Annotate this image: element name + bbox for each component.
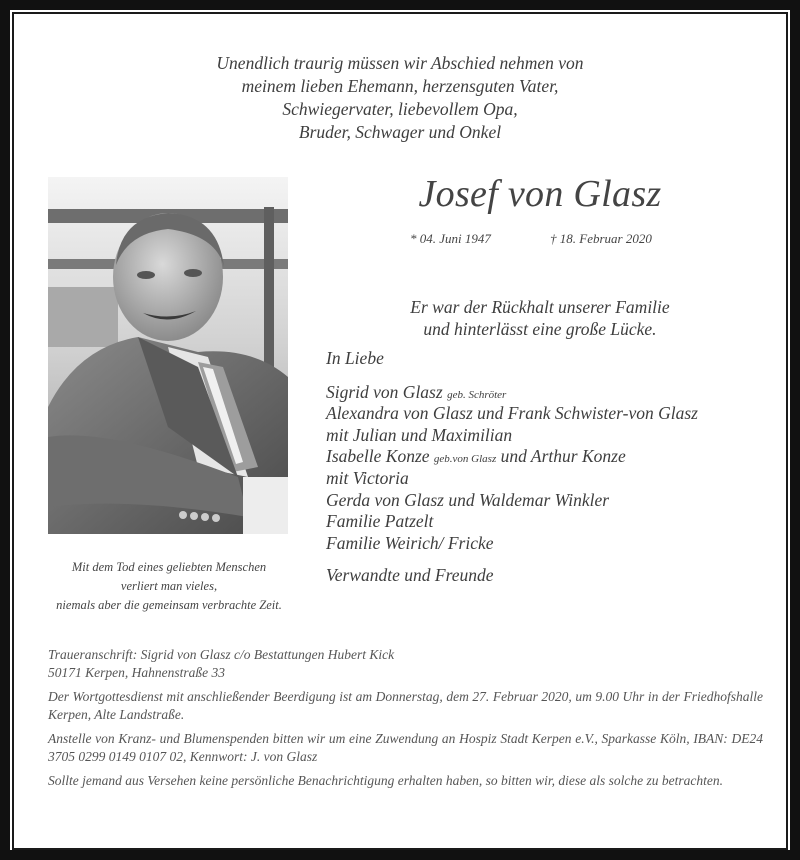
quote-line: und hinterlässt eine große Lücke. [423, 319, 657, 339]
mourner-line: mit Victoria [326, 467, 409, 488]
intro-text [100, 52, 700, 144]
mourning-address: Traueranschrift: Sigrid von Glasz c/o Bestattungen Hubert Kick 50171 Kerpen, Hahnenstraße 33 [48, 647, 395, 680]
intro-line: Unendlich traurig müssen wir Abschied nehmen von [216, 53, 584, 73]
intro-line: Bruder, Schwager und Onkel [298, 122, 502, 142]
portrait-photo [48, 177, 288, 534]
deceased-name: Josef von Glasz [418, 173, 662, 215]
caption-line: niemals aber die gemeinsam verbrachte Zeit. [56, 598, 282, 612]
funeral-info [48, 646, 763, 796]
mourner-line: Familie Weirich/ Fricke [326, 532, 494, 553]
service-info: Der Wortgottesdienst mit anschließender Beerdigung ist am Donnerstag, dem 27. Februar 2020, um 9.00 Uhr in der Friedhofshalle Kerpen, Alte Landstraße. [48, 689, 763, 722]
caption-line: verliert man vieles, [120, 579, 218, 593]
mourner-line: Isabelle Konze geb.von Glasz und Arthur Konze [326, 446, 626, 467]
intro-line: meinem lieben Ehemann, herzensguten Vater, [241, 76, 559, 96]
notice-info: Sollte jemand aus Versehen keine persönliche Benachrichtigung erhalten haben, so bitten wir, diese als solche zu betrachten. [48, 773, 723, 788]
quote [370, 296, 710, 340]
death-date: † 18. Februar 2020 [550, 231, 652, 246]
mourner-line: Familie Patzelt [326, 511, 434, 532]
birth-date: * 04. Juni 1947 [410, 231, 491, 246]
in-liebe: In Liebe [326, 348, 384, 368]
mourner-line: Sigrid von Glasz geb. Schröter [326, 381, 507, 402]
mourner-line: Gerda von Glasz und Waldemar Winkler [326, 489, 610, 510]
mourners-list [326, 348, 776, 587]
mourner-line: Verwandte und Freunde [326, 565, 494, 586]
mourner-line: Alexandra von Glasz und Frank Schwister-von Glasz [326, 403, 698, 424]
intro-line: Schwiegervater, liebevollem Opa, [282, 99, 518, 119]
photo-caption [30, 558, 308, 615]
caption-line: Mit dem Tod eines geliebten Menschen [71, 560, 267, 574]
donation-info: Anstelle von Kranz- und Blumenspenden bitten wir um eine Zuwendung an Hospiz Stadt Kerpen e.V., Sparkasse Köln, IBAN: DE24 3705 0299 0149 0107 02, Kennwort: J. von Glasz [48, 731, 763, 764]
quote-line: Er war der Rückhalt unserer Familie [410, 297, 670, 317]
mourner-line: mit Julian und Maximilian [326, 424, 513, 445]
